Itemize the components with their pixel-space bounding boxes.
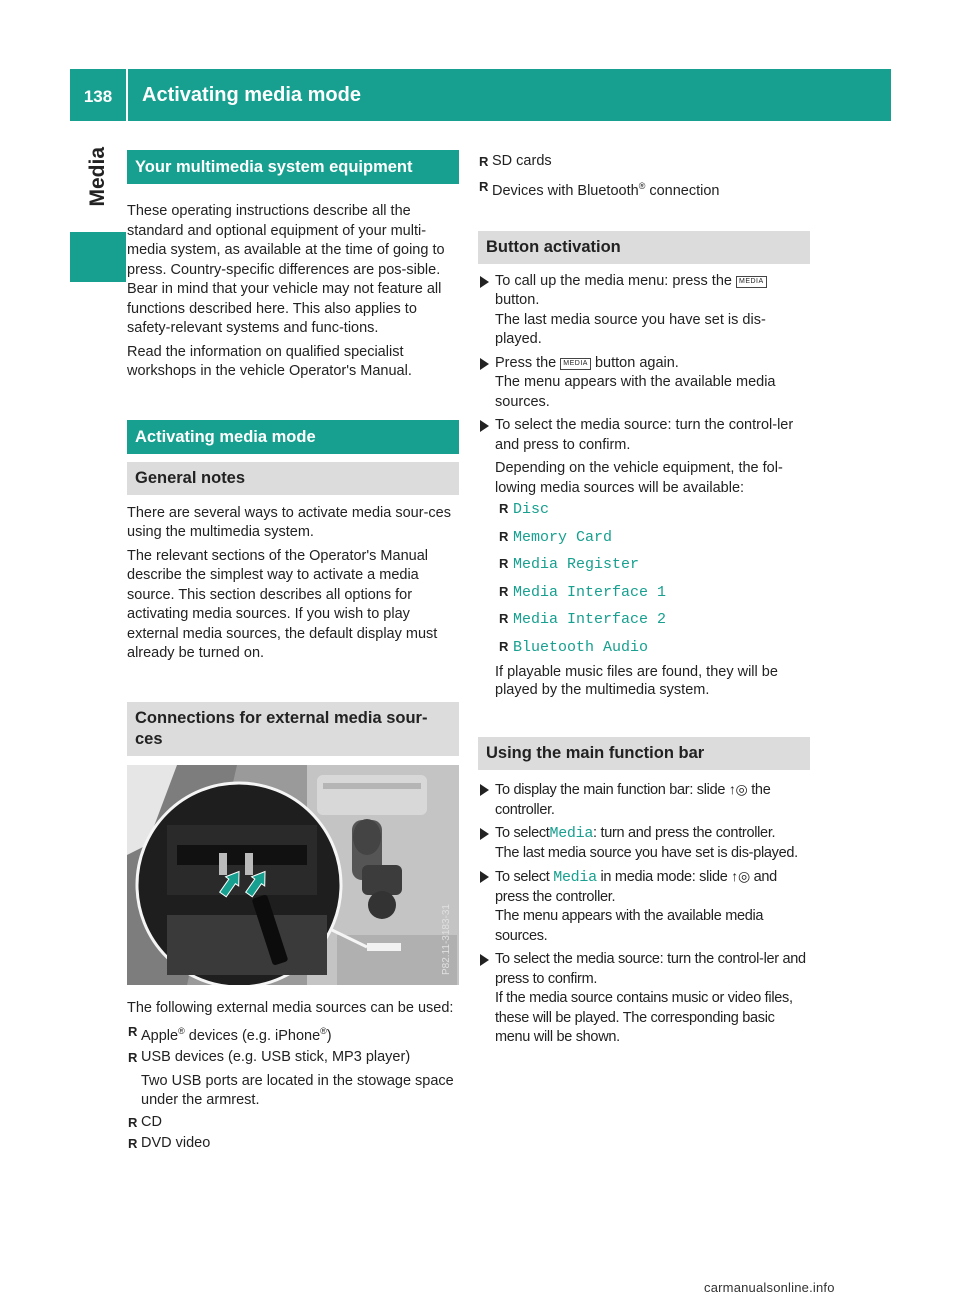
connections-intro: The following external media sources can be used: [127,999,454,1016]
step-item: To select the media source: turn the control-ler and press to confirm. Depending on the vehicle equipment, the fol-lowing media sources will be available: R Disc R Memory Card R Media Register R Media Interface 1 R Media Interface 2 R Bluetooth Audio If playable music files are found, they will be played by the multimedia system. [478,416,810,699]
media-source-item: R Bluetooth Audio [499,638,649,656]
media-source-item: R Disc [499,501,550,519]
step-item: To selectMedia: turn and press the controller. The last media source you have set is dis-played. [478,824,810,863]
page-number: 138 [83,87,113,107]
footer-watermark: carmanualsonline.info [704,1280,835,1295]
step-item: Press the MEDIA button again. The menu appears with the available media sources. [478,354,810,413]
controller-slide-up-icon: ↑◎ [731,868,750,885]
page-title: Activating media mode [142,84,361,107]
list-item: R DVD video [128,1135,211,1152]
page-header-bar [70,69,891,121]
list-item: R Devices with Bluetooth® connection [479,178,720,199]
external-sources-list-continued [478,152,810,201]
media-source-item: R Media Register [499,556,640,574]
side-marker-green [70,232,126,282]
step-item: To call up the media menu: press the MEDIA button. The last media source you have set is dis-played. [478,272,810,350]
controller-slide-up-icon: ↑◎ [728,781,748,798]
function-bar-steps [478,780,810,1048]
usb-note: Two USB ports are located in the stowage space under the armrest. [141,1072,454,1109]
heading-general-notes: General notes [127,462,459,495]
equipment-paragraph-2: Read the information on qualified specialist workshops in the vehicle Operator's Manual. [127,343,412,379]
list-item: R Apple® devices (e.g. iPhone®) [128,1024,332,1044]
armrest-illustration [127,765,459,985]
media-source-item: R Media Interface 2 [499,611,667,629]
left-column [127,150,459,1156]
section-side-tab [70,122,126,230]
step-item: To select Media in media mode: slide ↑◎ and press the controller. The menu appears with the available media sources. [478,867,810,946]
side-marker [70,232,126,1302]
general-paragraph-2: The relevant sections of the Operator's Manual describe the simplest way to activate a media source. This section describes all options for activating media sources. If you wish to play external media sources, the default display must already be turned on. [127,547,438,661]
list-item: R CD [128,1113,162,1130]
side-tab-label: Media [86,146,110,207]
heading-button-activation: Button activation [478,231,810,264]
heading-equipment: Your multimedia system equipment [127,150,459,184]
heading-connections: Connections for external media sour-ces [127,702,459,756]
media-button-icon: MEDIA [736,276,767,288]
media-source-item: R Media Interface 1 [499,583,667,601]
right-column [478,152,810,1052]
list-item: R SD cards [479,153,552,169]
media-button-icon: MEDIA [560,358,591,370]
button-activation-steps [478,272,810,700]
media-source-item: R Memory Card [499,528,613,546]
step-item: To select the media source: turn the control-ler and press to confirm. If the media source contains music or video files, these will be played. The corresponding basic menu will be shown. [478,950,810,1048]
list-item: R USB devices (e.g. USB stick, MP3 player) Two USB ports are located in the stowage space under the armrest. [127,1048,459,1111]
heading-function-bar: Using the main function bar [478,737,810,770]
step-item: To display the main function bar: slide ↑◎ the controller. [478,780,810,820]
media-sources-list [499,498,810,659]
equipment-paragraph-1: These operating instructions describe all the standard and optional equipment of your multi-media system, as available at the time of going to press. Country-specific differences are pos-sible. Bear in mind that your vehicle may not feature all functions described here. This also applies to safety-relevant systems and func-tions. [127,203,445,336]
heading-activating: Activating media mode [127,420,459,454]
image-code: P82.11-3183-31 [441,903,452,975]
armrest-usb-photo [127,765,459,985]
external-sources-list [127,1022,459,1154]
general-paragraph-1: There are several ways to activate media sour-ces using the multimedia system. [127,504,451,540]
